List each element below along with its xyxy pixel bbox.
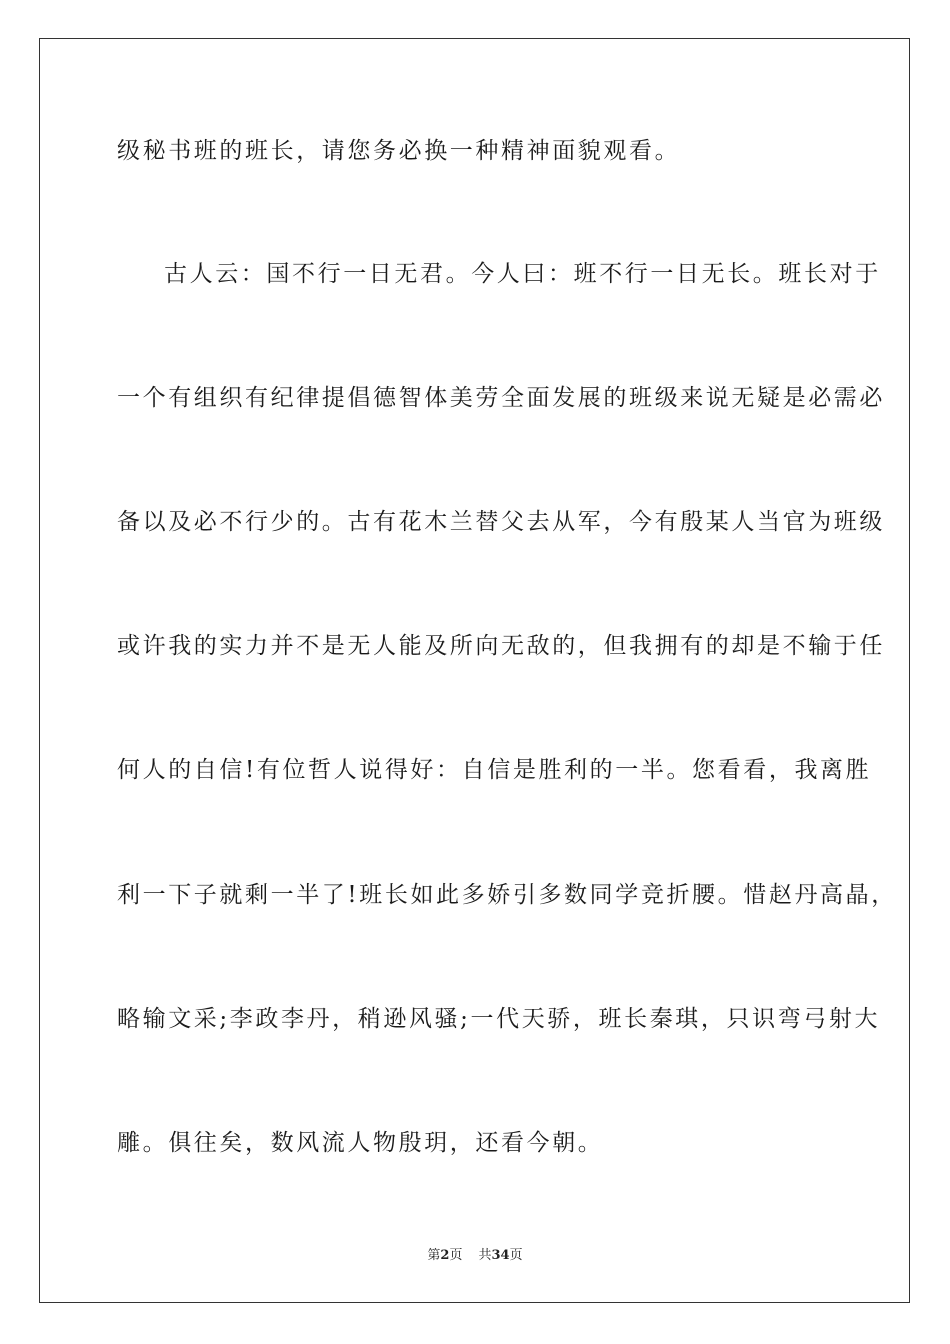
text-line: 利一下子就剩一半了!班长如此多娇引多数同学竞折腰。惜赵丹高晶， [117, 882, 897, 908]
total-suffix: 页 [509, 1248, 523, 1263]
page-footer [0, 1246, 950, 1266]
text-line: 备以及必不行少的。古有花木兰替父去从军，今有殷某人当官为班级 [117, 509, 885, 535]
text-line: 略输文采;李政李丹，稍逊风骚;一代天骄，班长秦琪，只识弯弓射大 [117, 1006, 881, 1032]
paragraph-first-line: 古人云：国不行一日无君。今人曰：班不行一日无长。班长对于 [164, 261, 881, 287]
text-line: 一个有组织有纪律提倡德智体美劳全面发展的班级来说无疑是必需必 [117, 385, 885, 411]
text-line: 何人的自信!有位哲人说得好：自信是胜利的一半。您看看，我离胜 [117, 757, 872, 783]
page-number: 2 [440, 1248, 450, 1263]
page-suffix: 页 [449, 1248, 463, 1263]
total-pages: 34 [491, 1248, 510, 1263]
text-line: 级秘书班的班长，请您务必换一种精神面貌观看。 [117, 138, 681, 164]
total-prefix: 共 [478, 1248, 492, 1263]
page-border [39, 38, 910, 1303]
text-line: 雕。俱往矣，数风流人物殷玥，还看今朝。 [117, 1130, 604, 1156]
page-prefix: 第 [427, 1248, 441, 1263]
text-line: 或许我的实力并不是无人能及所向无敌的，但我拥有的却是不输于任 [117, 633, 885, 659]
